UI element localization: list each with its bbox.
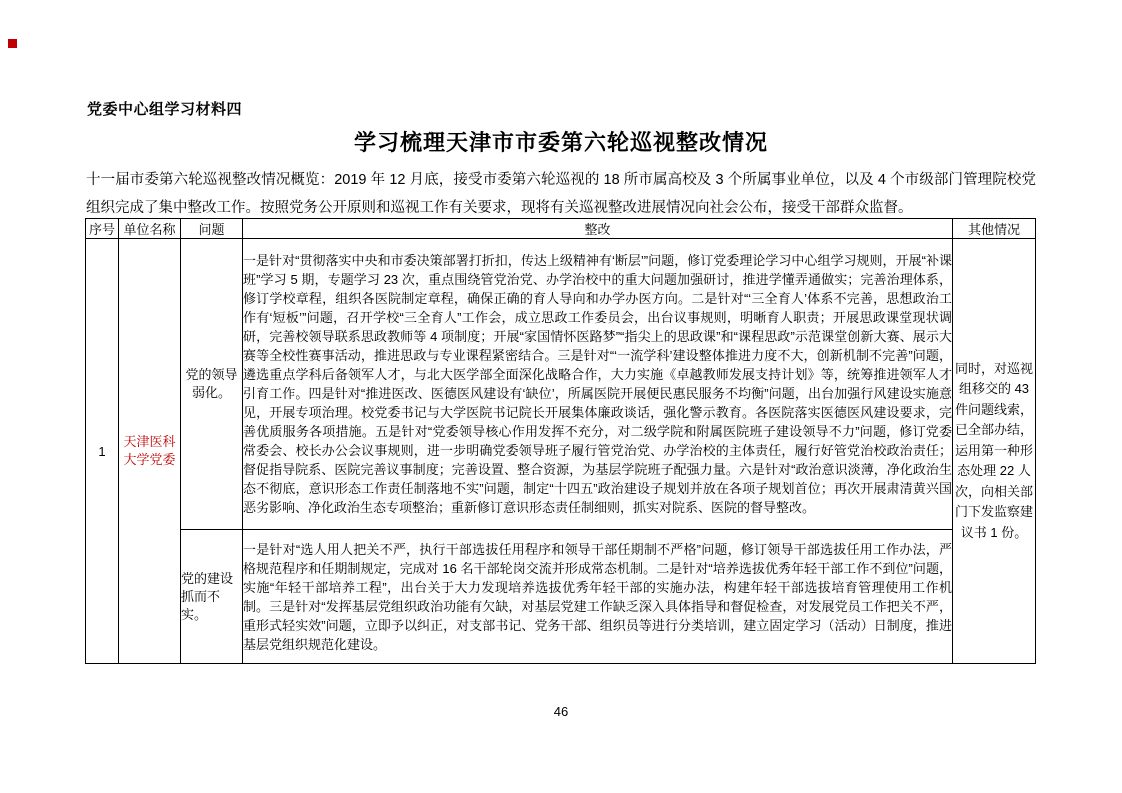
unit-name-cell: 天津医科大学党委 (119, 239, 181, 664)
header-problem: 问题 (181, 219, 243, 239)
other-info-cell: 同时，对巡视组移交的 43 件问题线索，已全部办结，运用第一种形态处理 22 人次，向相关部门下发监察建议书 1 份。 (953, 239, 1036, 664)
page-title: 学习梳理天津市市委第六轮巡视整改情况 (353, 130, 768, 155)
header-seq: 序号 (86, 219, 119, 239)
seq-cell: 1 (86, 239, 119, 664)
rectification-table (85, 218, 1036, 664)
problem-cell: 党的领导弱化。 (181, 239, 243, 530)
header-other: 其他情况 (953, 219, 1036, 239)
header-unit: 单位名称 (119, 219, 181, 239)
page-number: 46 (553, 704, 569, 719)
table-row (86, 530, 1036, 664)
rectification-cell: 一是针对“选人用人把关不严，执行干部选拔任用程序和领导干部任期制不严格”问题，修订领导干部选拔任用工作办法，严格规范程序和任期制规定，完成对 16 名干部轮岗交流并形成常态机制。二是针对“培养选拔优秀年轻干部工作不到位”问题，实施“年轻干部培养工程”，出台关于大力发现培养选拔优秀年轻干部的实施办法，构建年轻干部选拔培育管理使用工作机制。三是针对“发挥基层党组织政治功能有欠缺，对基层党建工作缺乏深入具体指导和督促检查，对发展党员工作把关不严，重形式轻实效”问题，立即予以纠正，对支部书记、党务干部、组织员等进行分类培训，建立固定学习（活动）日制度，推进基层党组织规范化建设。 (243, 530, 953, 664)
table-row (86, 239, 1036, 530)
problem-cell: 党的建设抓而不实。 (181, 530, 243, 664)
header-rectification: 整改 (243, 219, 953, 239)
corner-mark (8, 39, 17, 48)
intro-paragraph: 十一届市委第六轮巡视整改情况概览：2019 年 12 月底，接受市委第六轮巡视的 18 所市属高校及 3 个所属事业单位，以及 4 个市级部门管理院校党组织完成了集中整改工作。按照党务公开原则和巡视工作有关要求，现将有关巡视整改进展情况向社会公布，接受干部群众监督。 (86, 172, 1036, 216)
rectification-cell: 一是针对“贯彻落实中央和市委决策部署打折扣，传达上级精神有‘断层’”问题，修订党委理论学习中心组学习规则，开展“补课班”学习 5 期，专题学习 23 次，重点围绕管党治党、办学治校中的重大问题加强研讨，推进学懂弄通做实；完善治理体系，修订学校章程，组织各医院制定章程，确保正确的育人导向和办学办医方向。二是针对“‘三全育人’体系不完善，思想政治工作有‘短板’”问题，召开学校“三全育人”工作会，成立思政工作委员会，出台议事规则，明晰育人职责；开展思政课堂现状调研，完善校领导联系思政教师等 4 项制度；开展“家国情怀医路梦”“指尖上的思政课”和“课程思政”示范课堂创新大赛、展示大赛等全校性赛事活动，推进思政与专业课程紧密结合。三是针对“‘一流学科’建设整体推进力度不大，创新机制不完善”问题，遴选重点学科后备领军人才，与北大医学部全面深化战略合作，大力实施《卓越教师发展支持计划》等，统筹推进领军人才引育工作。四是针对“推进医改、医德医风建设有‘缺位’，所属医院开展便民惠民服务不均衡”问题，出台加强行风建设实施意见，开展专项治理。校党委书记与大学医院书记院长开展集体廉政谈话，强化警示教育。各医院落实医德医风建设要求，完善优质服务各项措施。五是针对“党委领导核心作用发挥不充分，对二级学院和附属医院班子建设领导不力”问题，修订党委常委会、校长办公会议事规则，进一步明确党委领导班子履行管党治党、办学治校的主体责任，履行好管党治校政治责任；督促指导院系、医院完善议事制度；完善设置、整合资源，为基层学院班子配强力量。六是针对“政治意识淡薄，净化政治生态不彻底，意识形态工作责任制落地不实”问题，制定“十四五”政治建设子规划并放在各项子规划首位；再次开展肃清黄兴国恶劣影响、净化政治生态专项整治；重新修订意识形态责任制细则，抓实对院系、医院的督导整改。 (243, 239, 953, 530)
table-header-row (86, 219, 1036, 239)
doc-label: 党委中心组学习材料四 (87, 101, 243, 118)
